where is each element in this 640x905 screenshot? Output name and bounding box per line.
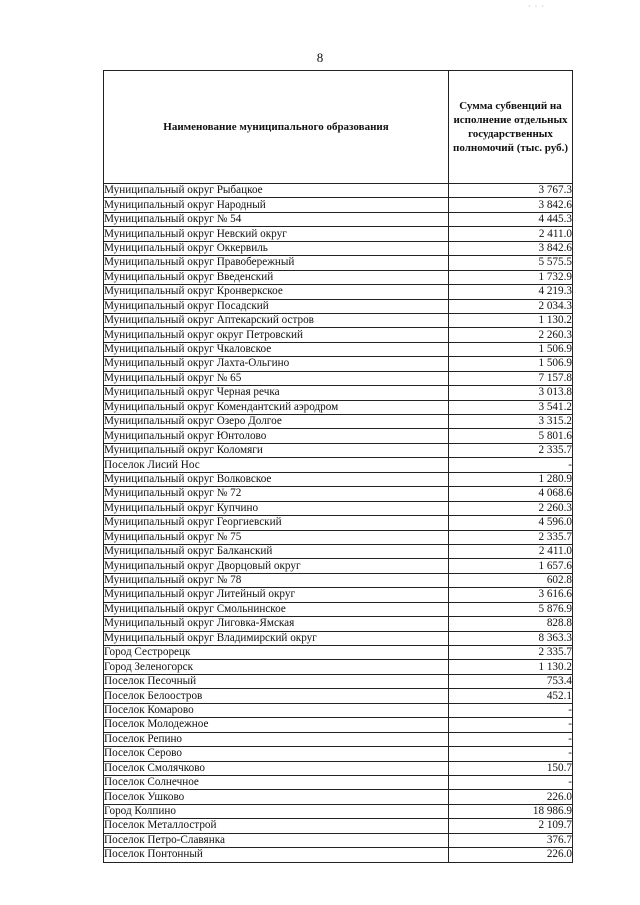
- table-row: [104, 804, 573, 818]
- table-row: [104, 559, 573, 573]
- municipality-name-cell: Муниципальный округ Литейный округ: [104, 588, 449, 602]
- subsidy-amount-cell: 4 068.6: [449, 487, 573, 501]
- municipality-name-cell: Муниципальный округ Оккервиль: [104, 241, 449, 255]
- subsidy-amount-cell: -: [449, 775, 573, 789]
- municipality-name-cell: Муниципальный округ Рыбацкое: [104, 184, 449, 198]
- municipality-name-cell: Поселок Смолячково: [104, 761, 449, 775]
- subsidy-amount-cell: 18 986.9: [449, 804, 573, 818]
- subsidy-amount-cell: 376.7: [449, 833, 573, 847]
- table-row: [104, 703, 573, 717]
- column-header-amount: Сумма субвенций на исполнение отдельных государственных полномочий (тыс. руб.): [449, 71, 573, 184]
- subsidy-amount-cell: 602.8: [449, 573, 573, 587]
- table-row: [104, 458, 573, 472]
- subsidy-amount-cell: -: [449, 747, 573, 761]
- table-row: [104, 689, 573, 703]
- subsidy-amount-cell: 2 109.7: [449, 819, 573, 833]
- municipality-name-cell: Муниципальный округ Волковское: [104, 472, 449, 486]
- table-row: [104, 588, 573, 602]
- page-number: 8: [316, 50, 324, 65]
- subsidy-amount-cell: 2 260.3: [449, 328, 573, 342]
- subsidy-amount-cell: 8 363.3: [449, 631, 573, 645]
- table-row: [104, 313, 573, 327]
- municipality-name-cell: Муниципальный округ Правобережный: [104, 256, 449, 270]
- table-row: [104, 848, 573, 862]
- table-row: [104, 602, 573, 616]
- table-row: [104, 573, 573, 587]
- subsidy-amount-cell: 1 280.9: [449, 472, 573, 486]
- subsidy-amount-cell: -: [449, 703, 573, 717]
- table-row: [104, 472, 573, 486]
- subsidy-amount-cell: 4 445.3: [449, 212, 573, 226]
- subsidy-amount-cell: 2 335.7: [449, 443, 573, 457]
- subsidy-amount-cell: 1 657.6: [449, 559, 573, 573]
- municipality-name-cell: Муниципальный округ Георгиевский: [104, 516, 449, 530]
- municipality-name-cell: Муниципальный округ Смольнинское: [104, 602, 449, 616]
- table-row: [104, 501, 573, 515]
- municipality-name-cell: Муниципальный округ Владимирский округ: [104, 631, 449, 645]
- municipality-name-cell: Поселок Серово: [104, 747, 449, 761]
- municipality-name-cell: Муниципальный округ Лахта-Ольгино: [104, 357, 449, 371]
- municipality-name-cell: Муниципальный округ Чкаловское: [104, 342, 449, 356]
- subsidy-amount-cell: 2 034.3: [449, 299, 573, 313]
- subsidy-amount-cell: 3 616.6: [449, 588, 573, 602]
- municipality-name-cell: Муниципальный округ Черная речка: [104, 386, 449, 400]
- subsidy-amount-cell: 452.1: [449, 689, 573, 703]
- municipality-name-cell: Поселок Молодежное: [104, 718, 449, 732]
- municipality-name-cell: Город Зеленогорск: [104, 660, 449, 674]
- table-row: [104, 342, 573, 356]
- municipality-name-cell: Муниципальный округ Коломяги: [104, 443, 449, 457]
- table-row: [104, 617, 573, 631]
- subsidy-amount-cell: 3 541.2: [449, 400, 573, 414]
- table-row: [104, 833, 573, 847]
- table-row: [104, 227, 573, 241]
- subsidy-amount-cell: 2 335.7: [449, 530, 573, 544]
- table-row: [104, 212, 573, 226]
- table-row: [104, 357, 573, 371]
- table-row: [104, 530, 573, 544]
- subsidy-amount-cell: 7 157.8: [449, 371, 573, 385]
- table-row: [104, 299, 573, 313]
- table-row: [104, 516, 573, 530]
- municipality-name-cell: Поселок Лисий Нос: [104, 458, 449, 472]
- table-header-row: [104, 71, 573, 184]
- table-row: [104, 270, 573, 284]
- table-row: [104, 241, 573, 255]
- table-row: [104, 371, 573, 385]
- table-row: [104, 819, 573, 833]
- subsidy-amount-cell: 4 219.3: [449, 285, 573, 299]
- municipality-name-cell: Муниципальный округ № 75: [104, 530, 449, 544]
- subsidy-amount-cell: 3 767.3: [449, 184, 573, 198]
- municipality-name-cell: Муниципальный округ Аптекарский остров: [104, 313, 449, 327]
- municipality-name-cell: Поселок Песочный: [104, 674, 449, 688]
- municipality-name-cell: Муниципальный округ Дворцовый округ: [104, 559, 449, 573]
- municipality-name-cell: Муниципальный округ Лиговка-Ямская: [104, 617, 449, 631]
- column-header-name: Наименование муниципального образования: [104, 71, 449, 184]
- table-row: [104, 400, 573, 414]
- subsidy-amount-cell: 1 506.9: [449, 342, 573, 356]
- subsidy-amount-cell: 3 013.8: [449, 386, 573, 400]
- subsidy-amount-cell: 226.0: [449, 848, 573, 862]
- subsidy-amount-cell: 1 130.2: [449, 313, 573, 327]
- table-row: [104, 285, 573, 299]
- table-row: [104, 429, 573, 443]
- municipality-name-cell: Поселок Белоостров: [104, 689, 449, 703]
- table-row: [104, 184, 573, 198]
- municipality-name-cell: Муниципальный округ Комендантский аэродром: [104, 400, 449, 414]
- subsidy-amount-cell: 2 411.0: [449, 544, 573, 558]
- municipality-name-cell: Муниципальный округ Введенский: [104, 270, 449, 284]
- subsidy-amount-cell: 2 411.0: [449, 227, 573, 241]
- table-row: [104, 487, 573, 501]
- municipality-name-cell: Поселок Солнечное: [104, 775, 449, 789]
- subsidy-amount-cell: 226.0: [449, 790, 573, 804]
- subsidy-amount-cell: -: [449, 732, 573, 746]
- subsidy-amount-cell: 5 575.5: [449, 256, 573, 270]
- municipality-name-cell: Муниципальный округ Купчино: [104, 501, 449, 515]
- table-row: [104, 646, 573, 660]
- subsidy-amount-cell: 2 260.3: [449, 501, 573, 515]
- municipality-name-cell: Муниципальный округ Балканский: [104, 544, 449, 558]
- subsidy-amount-cell: 1 506.9: [449, 357, 573, 371]
- municipality-name-cell: Город Колпино: [104, 804, 449, 818]
- municipality-name-cell: Муниципальный округ Юнтолово: [104, 429, 449, 443]
- municipality-name-cell: Поселок Ушково: [104, 790, 449, 804]
- table-row: [104, 256, 573, 270]
- table-row: [104, 747, 573, 761]
- municipality-name-cell: Поселок Комарово: [104, 703, 449, 717]
- table-row: [104, 386, 573, 400]
- municipality-name-cell: Муниципальный округ Кронверкское: [104, 285, 449, 299]
- subsidy-amount-cell: -: [449, 718, 573, 732]
- subsidy-amount-cell: 3 315.2: [449, 415, 573, 429]
- table-row: [104, 761, 573, 775]
- table-row: [104, 775, 573, 789]
- subsidy-amount-cell: 3 842.6: [449, 198, 573, 212]
- subsidy-amount-cell: -: [449, 458, 573, 472]
- corner-mark: · · ·: [528, 2, 545, 11]
- table-row: [104, 718, 573, 732]
- municipality-name-cell: Муниципальный округ № 78: [104, 573, 449, 587]
- municipality-name-cell: Муниципальный округ Посадский: [104, 299, 449, 313]
- municipality-name-cell: Поселок Понтонный: [104, 848, 449, 862]
- table-row: [104, 732, 573, 746]
- municipality-name-cell: Поселок Репино: [104, 732, 449, 746]
- municipality-name-cell: Муниципальный округ Народный: [104, 198, 449, 212]
- table-row: [104, 443, 573, 457]
- subsidy-amount-cell: 5 876.9: [449, 602, 573, 616]
- municipality-name-cell: Город Сестрорецк: [104, 646, 449, 660]
- table-row: [104, 674, 573, 688]
- subsidies-table: [103, 70, 573, 863]
- table-row: [104, 544, 573, 558]
- subsidy-amount-cell: 753.4: [449, 674, 573, 688]
- table-row: [104, 328, 573, 342]
- subsidy-amount-cell: 828.8: [449, 617, 573, 631]
- table-row: [104, 198, 573, 212]
- municipality-name-cell: Муниципальный округ № 54: [104, 212, 449, 226]
- table-row: [104, 415, 573, 429]
- subsidy-amount-cell: 3 842.6: [449, 241, 573, 255]
- table-row: [104, 660, 573, 674]
- table-row: [104, 631, 573, 645]
- municipality-name-cell: Муниципальный округ № 65: [104, 371, 449, 385]
- municipality-name-cell: Муниципальный округ округ Петровский: [104, 328, 449, 342]
- subsidy-amount-cell: 5 801.6: [449, 429, 573, 443]
- subsidy-amount-cell: 4 596.0: [449, 516, 573, 530]
- table-row: [104, 790, 573, 804]
- subsidy-amount-cell: 150.7: [449, 761, 573, 775]
- municipality-name-cell: Муниципальный округ № 72: [104, 487, 449, 501]
- municipality-name-cell: Муниципальный округ Невский округ: [104, 227, 449, 241]
- table-body: [104, 184, 573, 863]
- municipality-name-cell: Поселок Петро-Славянка: [104, 833, 449, 847]
- subsidy-amount-cell: 1 732.9: [449, 270, 573, 284]
- municipality-name-cell: Муниципальный округ Озеро Долгое: [104, 415, 449, 429]
- subsidy-amount-cell: 2 335.7: [449, 646, 573, 660]
- subsidy-amount-cell: 1 130.2: [449, 660, 573, 674]
- municipality-name-cell: Поселок Металлострой: [104, 819, 449, 833]
